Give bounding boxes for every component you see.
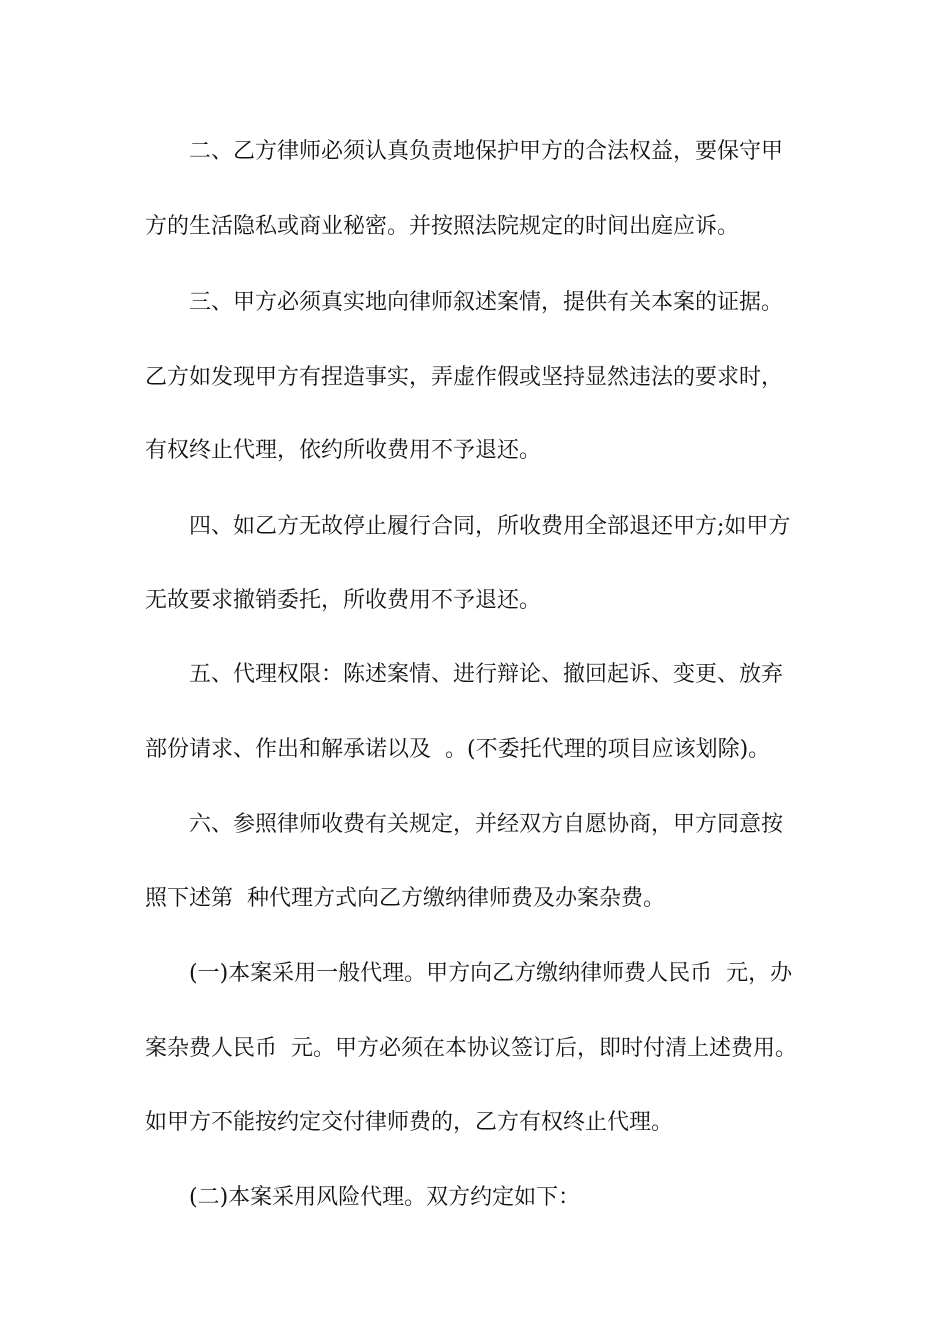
clause-5-line-1: 五、代理权限：陈述案情、进行辩论、撤回起诉、变更、放弃 xyxy=(189,662,784,687)
clause-3-line-3: 有权终止代理，依约所收费用不予退还。 xyxy=(145,438,542,463)
option-2-line-1: (二)本案采用风险代理。双方约定如下： xyxy=(189,1185,581,1210)
option-1-line-1: (一)本案采用一般代理。甲方向乙方缴纳律师费人民币 元，办 xyxy=(189,961,793,986)
option-1-line-2: 案杂费人民币 元。甲方必须在本协议签订后，即时付清上述费用。 xyxy=(145,1036,797,1061)
clause-6-line-2: 照下述第 种代理方式向乙方缴纳律师费及办案杂费。 xyxy=(145,886,665,911)
clause-4-line-2: 无故要求撤销委托，所收费用不予退还。 xyxy=(145,588,542,613)
clause-2-line-2: 方的生活隐私或商业秘密。并按照法院规定的时间出庭应诉。 xyxy=(145,214,740,239)
clause-3-line-2: 乙方如发现甲方有捏造事实，弄虚作假或坚持显然违法的要求时， xyxy=(145,365,784,390)
clause-6-line-1: 六、参照律师收费有关规定，并经双方自愿协商，甲方同意按 xyxy=(189,812,784,837)
clause-5-line-2: 部份请求、作出和解承诺以及 。(不委托代理的项目应该划除)。 xyxy=(145,737,771,762)
clause-3-line-1: 三、甲方必须真实地向律师叙述案情，提供有关本案的证据。 xyxy=(189,290,784,315)
option-1-line-3: 如甲方不能按约定交付律师费的，乙方有权终止代理。 xyxy=(145,1110,674,1135)
clause-2-line-1: 二、乙方律师必须认真负责地保护甲方的合法权益，要保守甲 xyxy=(189,139,784,164)
clause-4-line-1: 四、如乙方无故停止履行合同，所收费用全部退还甲方;如甲方 xyxy=(189,514,791,539)
